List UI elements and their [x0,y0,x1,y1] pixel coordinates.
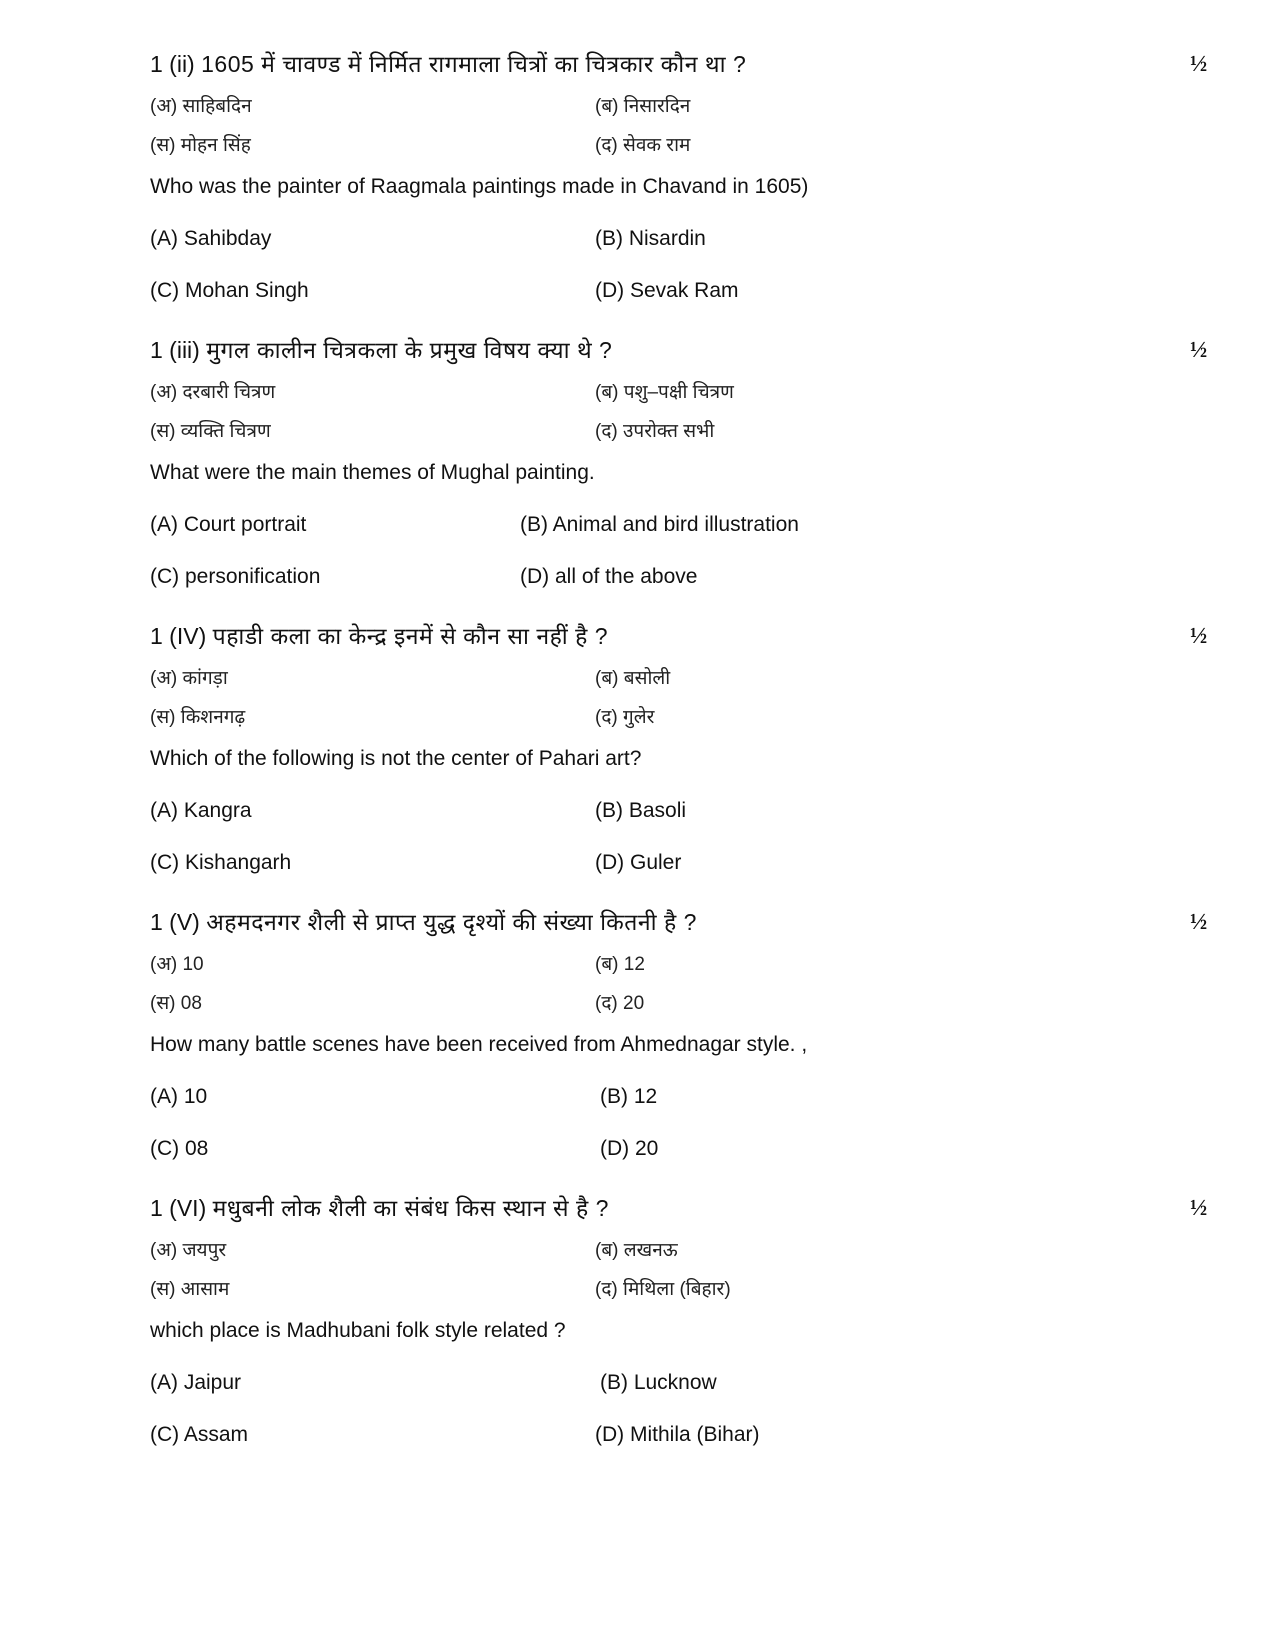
hindi-option-c: (स) व्यक्ति चित्रण [150,421,271,442]
hindi-option-c: (स) आसाम [150,1279,230,1300]
english-question: What were the main themes of Mughal painting. [150,461,595,484]
english-option-c: (C) personification [150,565,321,588]
question-number: 1 (iii) [150,337,200,363]
hindi-option-d: (द) सेवक राम [595,135,691,156]
question-block [0,1191,1275,1476]
question-text: मधुबनी लोक शैली का संबंध किस स्थान से है ? [212,1195,609,1221]
hindi-option-d: (द) गुलेर [595,707,655,728]
english-option-d: (D) Guler [595,851,682,874]
question-text: अहमदनगर शैली से प्राप्त युद्ध दृश्यों की संख्या कितनी है ? [206,909,697,935]
english-option-b: (B) Nisardin [595,227,706,250]
question-number: 1 (V) [150,909,200,935]
hindi-option-c: (स) किशनगढ़ [150,707,246,728]
question-block [0,905,1275,1190]
english-option-b: (B) Lucknow [600,1371,717,1394]
english-question: which place is Madhubani folk style related ? [150,1319,566,1342]
hindi-option-d: (द) मिथिला (बिहार) [595,1279,731,1300]
hindi-option-b: (ब) निसारदिन [595,96,691,117]
hindi-option-d: (द) उपरोक्त सभी [595,421,715,442]
marks-label: ½ [1190,337,1208,362]
hindi-option-c: (स) मोहन सिंह [150,135,251,156]
hindi-option-b: (ब) लखनऊ [595,1240,678,1261]
hindi-option-a: (अ) साहिबदिन [150,96,252,117]
english-option-c: (C) Kishangarh [150,851,292,874]
hindi-option-a: (अ) जयपुर [150,1240,227,1261]
hindi-option-b: (ब) पशु–पक्षी चित्रण [595,382,734,403]
english-option-a: (A) Sahibday [150,227,272,250]
hindi-option-b: (ब) 12 [595,954,645,975]
english-option-a: (A) 10 [150,1085,208,1108]
marks-label: ½ [1190,1195,1208,1220]
english-option-d: (D) Sevak Ram [595,279,739,302]
question-block [0,47,1275,332]
english-option-b: (B) 12 [600,1085,658,1108]
hindi-question [150,47,746,81]
english-option-a: (A) Jaipur [150,1371,242,1394]
hindi-question [150,1191,609,1225]
question-text: मुगल कालीन चित्रकला के प्रमुख विषय क्या थे ? [206,337,613,363]
english-option-a: (A) Kangra [150,799,252,822]
question-block [0,619,1275,904]
marks-label: ½ [1190,909,1208,934]
question-text: पहाडी कला का केन्द्र इनमें से कौन सा नहीं है ? [212,623,609,649]
english-option-c: (C) Mohan Singh [150,279,309,302]
english-option-d: (D) Mithila (Bihar) [595,1423,760,1446]
english-option-c: (C) 08 [150,1137,209,1160]
english-option-b: (B) Basoli [595,799,687,822]
english-question: Which of the following is not the center of Pahari art? [150,747,642,770]
question-text: 1605 में चावण्ड में निर्मित रागमाला चित्रों का चित्रकार कौन था ? [201,51,747,77]
marks-label: ½ [1190,623,1208,648]
hindi-option-c: (स) 08 [150,993,202,1014]
question-number: 1 (IV) [150,623,207,649]
hindi-question [150,905,697,939]
english-question: Who was the painter of Raagmala paintings made in Chavand in 1605) [150,175,809,198]
question-number: 1 (ii) [150,51,195,77]
hindi-option-a: (अ) दरबारी चित्रण [150,382,276,403]
hindi-option-a: (अ) 10 [150,954,204,975]
english-question: How many battle scenes have been received from Ahmednagar style. , [150,1033,808,1056]
marks-label: ½ [1190,51,1208,76]
hindi-option-a: (अ) कांगड़ा [150,668,228,689]
question-number: 1 (VI) [150,1195,207,1221]
english-option-a: (A) Court portrait [150,513,307,536]
question-block [0,333,1275,618]
hindi-option-d: (द) 20 [595,993,645,1014]
hindi-option-b: (ब) बसोली [595,668,671,689]
english-option-d: (D) 20 [600,1137,659,1160]
hindi-question [150,619,608,653]
english-option-d: (D) all of the above [520,565,698,588]
english-option-b: (B) Animal and bird illustration [520,513,799,536]
hindi-question [150,333,612,367]
english-option-c: (C) Assam [150,1423,249,1446]
